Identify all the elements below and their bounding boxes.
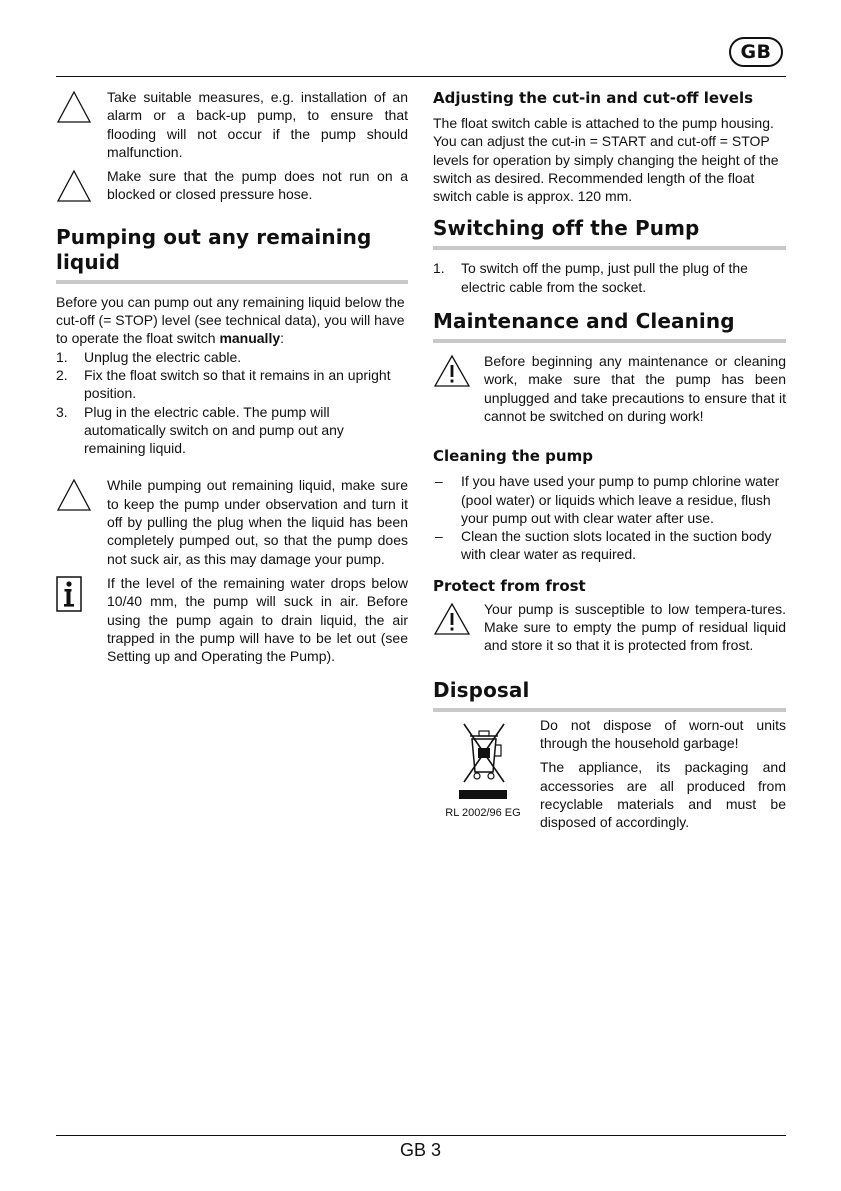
crossed-out-bin-icon bbox=[448, 718, 518, 800]
warning-exclamation-icon bbox=[433, 354, 471, 393]
list-item: 1. Unplug the electric cable. bbox=[56, 348, 242, 365]
note-text: If the level of the remaining water drops below 10/40 mm, the pump will suck in air. Before using the pump again to drain liquid, the air trapped in the pump will have to be let out (see Setting up and Operating the Pump). bbox=[107, 574, 408, 665]
caution-triangle-icon bbox=[56, 169, 92, 208]
page-number: GB 3 bbox=[399, 1140, 442, 1160]
language-badge: GB bbox=[729, 37, 783, 67]
remaining-liquid-intro: Before you can pump out any remaining liquid below the cut-off (= STOP) level (see technical data), you will have to operate the float switch manually: bbox=[56, 293, 405, 347]
warning-note-maintenance bbox=[433, 352, 786, 425]
caution-triangle-icon bbox=[56, 90, 92, 129]
disposal-block bbox=[433, 712, 786, 837]
top-divider bbox=[56, 76, 786, 77]
section-rule bbox=[433, 339, 786, 343]
disposal-paragraph: Do not dispose of worn-out units through the household garbage! bbox=[540, 716, 786, 751]
emphasis-manually: manually bbox=[219, 330, 281, 347]
note-text: Your pump is susceptible to low tempera-tures. Make sure to empty the pump of residual liquid and store it so that it is protected from frost. bbox=[484, 600, 786, 654]
list-item: 3. Plug in the electric cable. The pump will automatically switch on and pump out any remaining liquid. bbox=[56, 403, 344, 457]
section-title-disposal: Disposal bbox=[433, 677, 530, 702]
list-item: 2. Fix the float switch so that it remains in an upright position. bbox=[56, 366, 391, 402]
warning-note-frost bbox=[433, 600, 786, 655]
note-text: Take suitable measures, e.g. installation of an alarm or a back-up pump, to ensure that flooding will not occur if the pump should malfunction. bbox=[107, 89, 408, 160]
info-icon bbox=[56, 576, 82, 617]
list-item: – Clean the suction slots located in the suction body with clear water as required. bbox=[435, 528, 772, 563]
bottom-divider bbox=[56, 1135, 786, 1136]
section-title-remaining-liquid: Pumping out any remaining liquid bbox=[56, 224, 372, 274]
caution-note-pressure-hose bbox=[56, 167, 408, 204]
cleaning-list bbox=[433, 472, 786, 563]
subheading-cleaning: Cleaning the pump bbox=[433, 447, 593, 466]
subheading-frost: Protect from frost bbox=[433, 576, 586, 595]
warning-exclamation-icon bbox=[433, 602, 471, 641]
list-item: 1. To switch off the pump, just pull the plug of the electric cable from the socket. bbox=[433, 260, 748, 295]
caution-triangle-icon bbox=[56, 478, 92, 517]
section-title-maintenance: Maintenance and Cleaning bbox=[433, 309, 735, 334]
left-column bbox=[56, 88, 408, 665]
section-rule bbox=[56, 280, 408, 284]
note-text: Before beginning any maintenance or cleaning work, make sure that the pump has been unplugged and take precautions to ensure that it cannot be switched on during work! bbox=[484, 353, 786, 424]
weee-directive-label: RL 2002/96 EG bbox=[445, 806, 521, 819]
weee-symbol bbox=[433, 718, 533, 819]
caution-note-observation bbox=[56, 476, 408, 567]
disposal-paragraph: The appliance, its packaging and accessories are all produced from recyclable materials and must be disposed of accordingly. bbox=[540, 759, 786, 831]
subheading-adjusting-levels: Adjusting the cut-in and cut-off levels bbox=[433, 89, 754, 107]
note-text: While pumping out remaining liquid, make sure to keep the pump under observation and turn it off by pulling the plug when the liquid has been completely pumped out, so that the pump does not suck air, as this may damage your pump. bbox=[107, 477, 408, 567]
note-text: Make sure that the pump does not run on a blocked or closed pressure hose. bbox=[107, 168, 408, 203]
list-item: – If you have used your pump to pump chlorine water (pool water) or liquids which leave a residue, flush your pump out with clear water after use. bbox=[435, 473, 780, 526]
caution-note-alarm bbox=[56, 88, 408, 161]
disposal-text bbox=[540, 716, 786, 832]
right-column bbox=[433, 88, 786, 837]
section-title-switching-off: Switching off the Pump bbox=[433, 216, 700, 241]
switching-off-steps bbox=[433, 259, 786, 296]
info-note-air bbox=[56, 574, 408, 665]
remaining-liquid-steps bbox=[56, 348, 408, 458]
adjusting-levels-text: The float switch cable is attached to the pump housing. You can adjust the cut-in = START and cut-off = STOP levels for operation by simply changing the height of the switch as desired. Recommended length of the float switch cable is approx. 120 mm. bbox=[433, 115, 779, 205]
section-rule bbox=[433, 246, 786, 250]
